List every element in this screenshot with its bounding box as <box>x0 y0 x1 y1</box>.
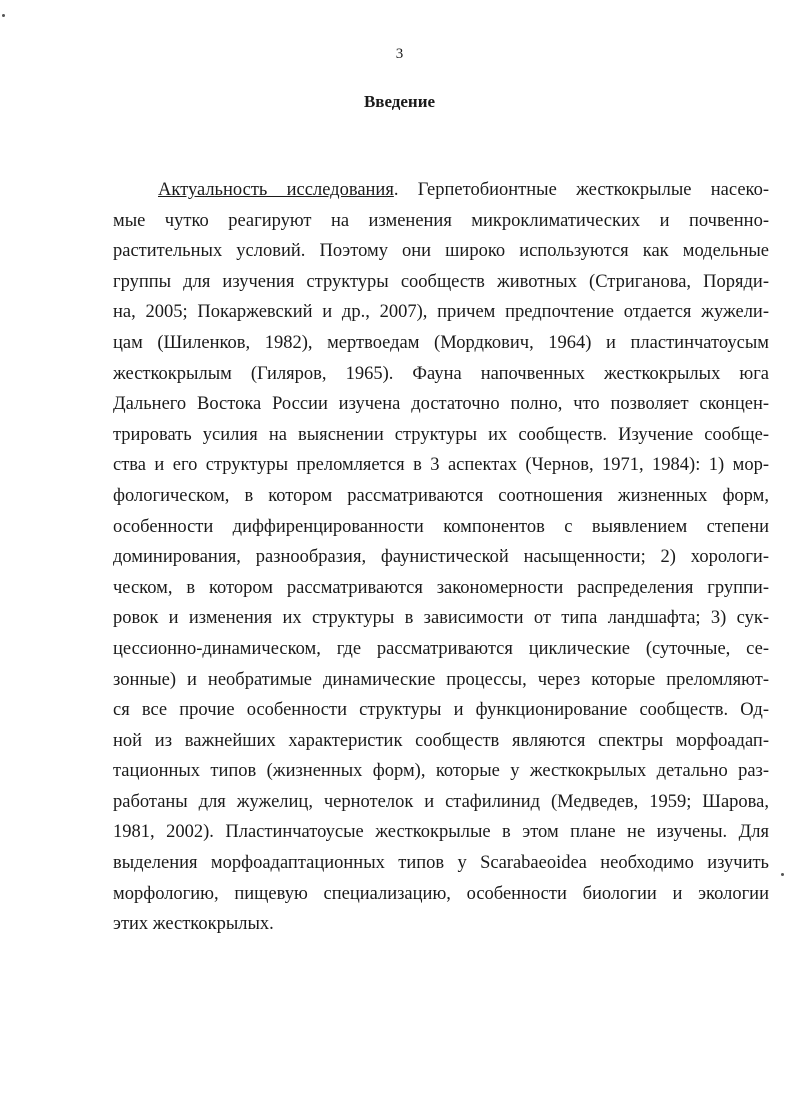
paragraph-line: этих жесткокрылых. <box>113 914 274 935</box>
page-number: 3 <box>395 46 404 62</box>
paragraph-line: ной из важнейших характеристик сообществ являются спектры морфоадап- <box>113 730 769 751</box>
paragraph-line: доминирования, разнообразия, фаунистической насыщенности; 2) хорологи- <box>113 547 769 568</box>
paragraph-line: ся все прочие особенности структуры и функционирование сообществ. Од- <box>113 700 769 721</box>
paragraph-line: морфологию, пищевую специализацию, особенности биологии и экологии <box>113 883 769 904</box>
paragraph-line: ческом, в котором рассматриваются закономерности распределения группи- <box>113 577 769 598</box>
paragraph-line: тационных типов (жизненных форм), которые у жесткокрылых детально раз- <box>113 761 769 782</box>
paragraph-line: работаны для жужелиц, чернотелок и стафилинид (Медведев, 1959; Шарова, <box>113 791 769 812</box>
paragraph-line: трировать усилия на выяснении структуры их сообществ. Изучение сообще- <box>113 424 769 445</box>
paragraph-line: ровок и изменения их структуры в зависимости от типа ландшафта; 3) сук- <box>113 608 769 629</box>
body-paragraph <box>113 175 769 940</box>
paragraph-line: цессионно-динамическом, где рассматриваются циклические (суточные, се- <box>113 638 769 659</box>
paragraph-line: особенности диффиренцированности компонентов с выявлением степени <box>113 516 769 537</box>
paragraph-line: на, 2005; Покаржевский и др., 2007), причем предпочтение отдается жужели- <box>113 302 769 323</box>
paragraph-line: выделения морфоадаптационных типов у Scarabaeoidea необходимо изучить <box>113 853 769 874</box>
underlined-lead: Актуальность исследования <box>158 180 394 200</box>
paragraph-line: мые чутко реагируют на изменения микроклиматических и почвенно- <box>113 210 769 231</box>
paragraph-line: растительных условий. Поэтому они широко используются как модельные <box>113 241 769 262</box>
scan-speck <box>2 14 5 17</box>
paragraph-line: Актуальность исследования. Герпетобионтные жесткокрылые насеко- <box>158 180 769 200</box>
section-heading: Введение <box>363 92 436 111</box>
paragraph-line: фологическом, в котором рассматриваются соотношения жизненных форм, <box>113 485 769 506</box>
paragraph-line: цам (Шиленков, 1982), мертвоедам (Мордкович, 1964) и пластинчатоусым <box>113 332 769 353</box>
paragraph-line: Дальнего Востока России изучена достаточно полно, что позволяет сконцен- <box>113 394 769 415</box>
paragraph-line: группы для изучения структуры сообществ животных (Стриганова, Поряди- <box>113 271 769 292</box>
paragraph-line: 1981, 2002). Пластинчатоусые жесткокрылые в этом плане не изучены. Для <box>113 822 769 843</box>
paragraph-line: ства и его структуры преломляется в 3 аспектах (Чернов, 1971, 1984): 1) мор- <box>113 455 769 476</box>
scan-speck <box>781 873 784 876</box>
paragraph-line: жесткокрылым (Гиляров, 1965). Фауна напочвенных жесткокрылых юга <box>113 363 769 384</box>
paragraph-line: зонные) и необратимые динамические процессы, через которые преломляют- <box>113 669 769 690</box>
